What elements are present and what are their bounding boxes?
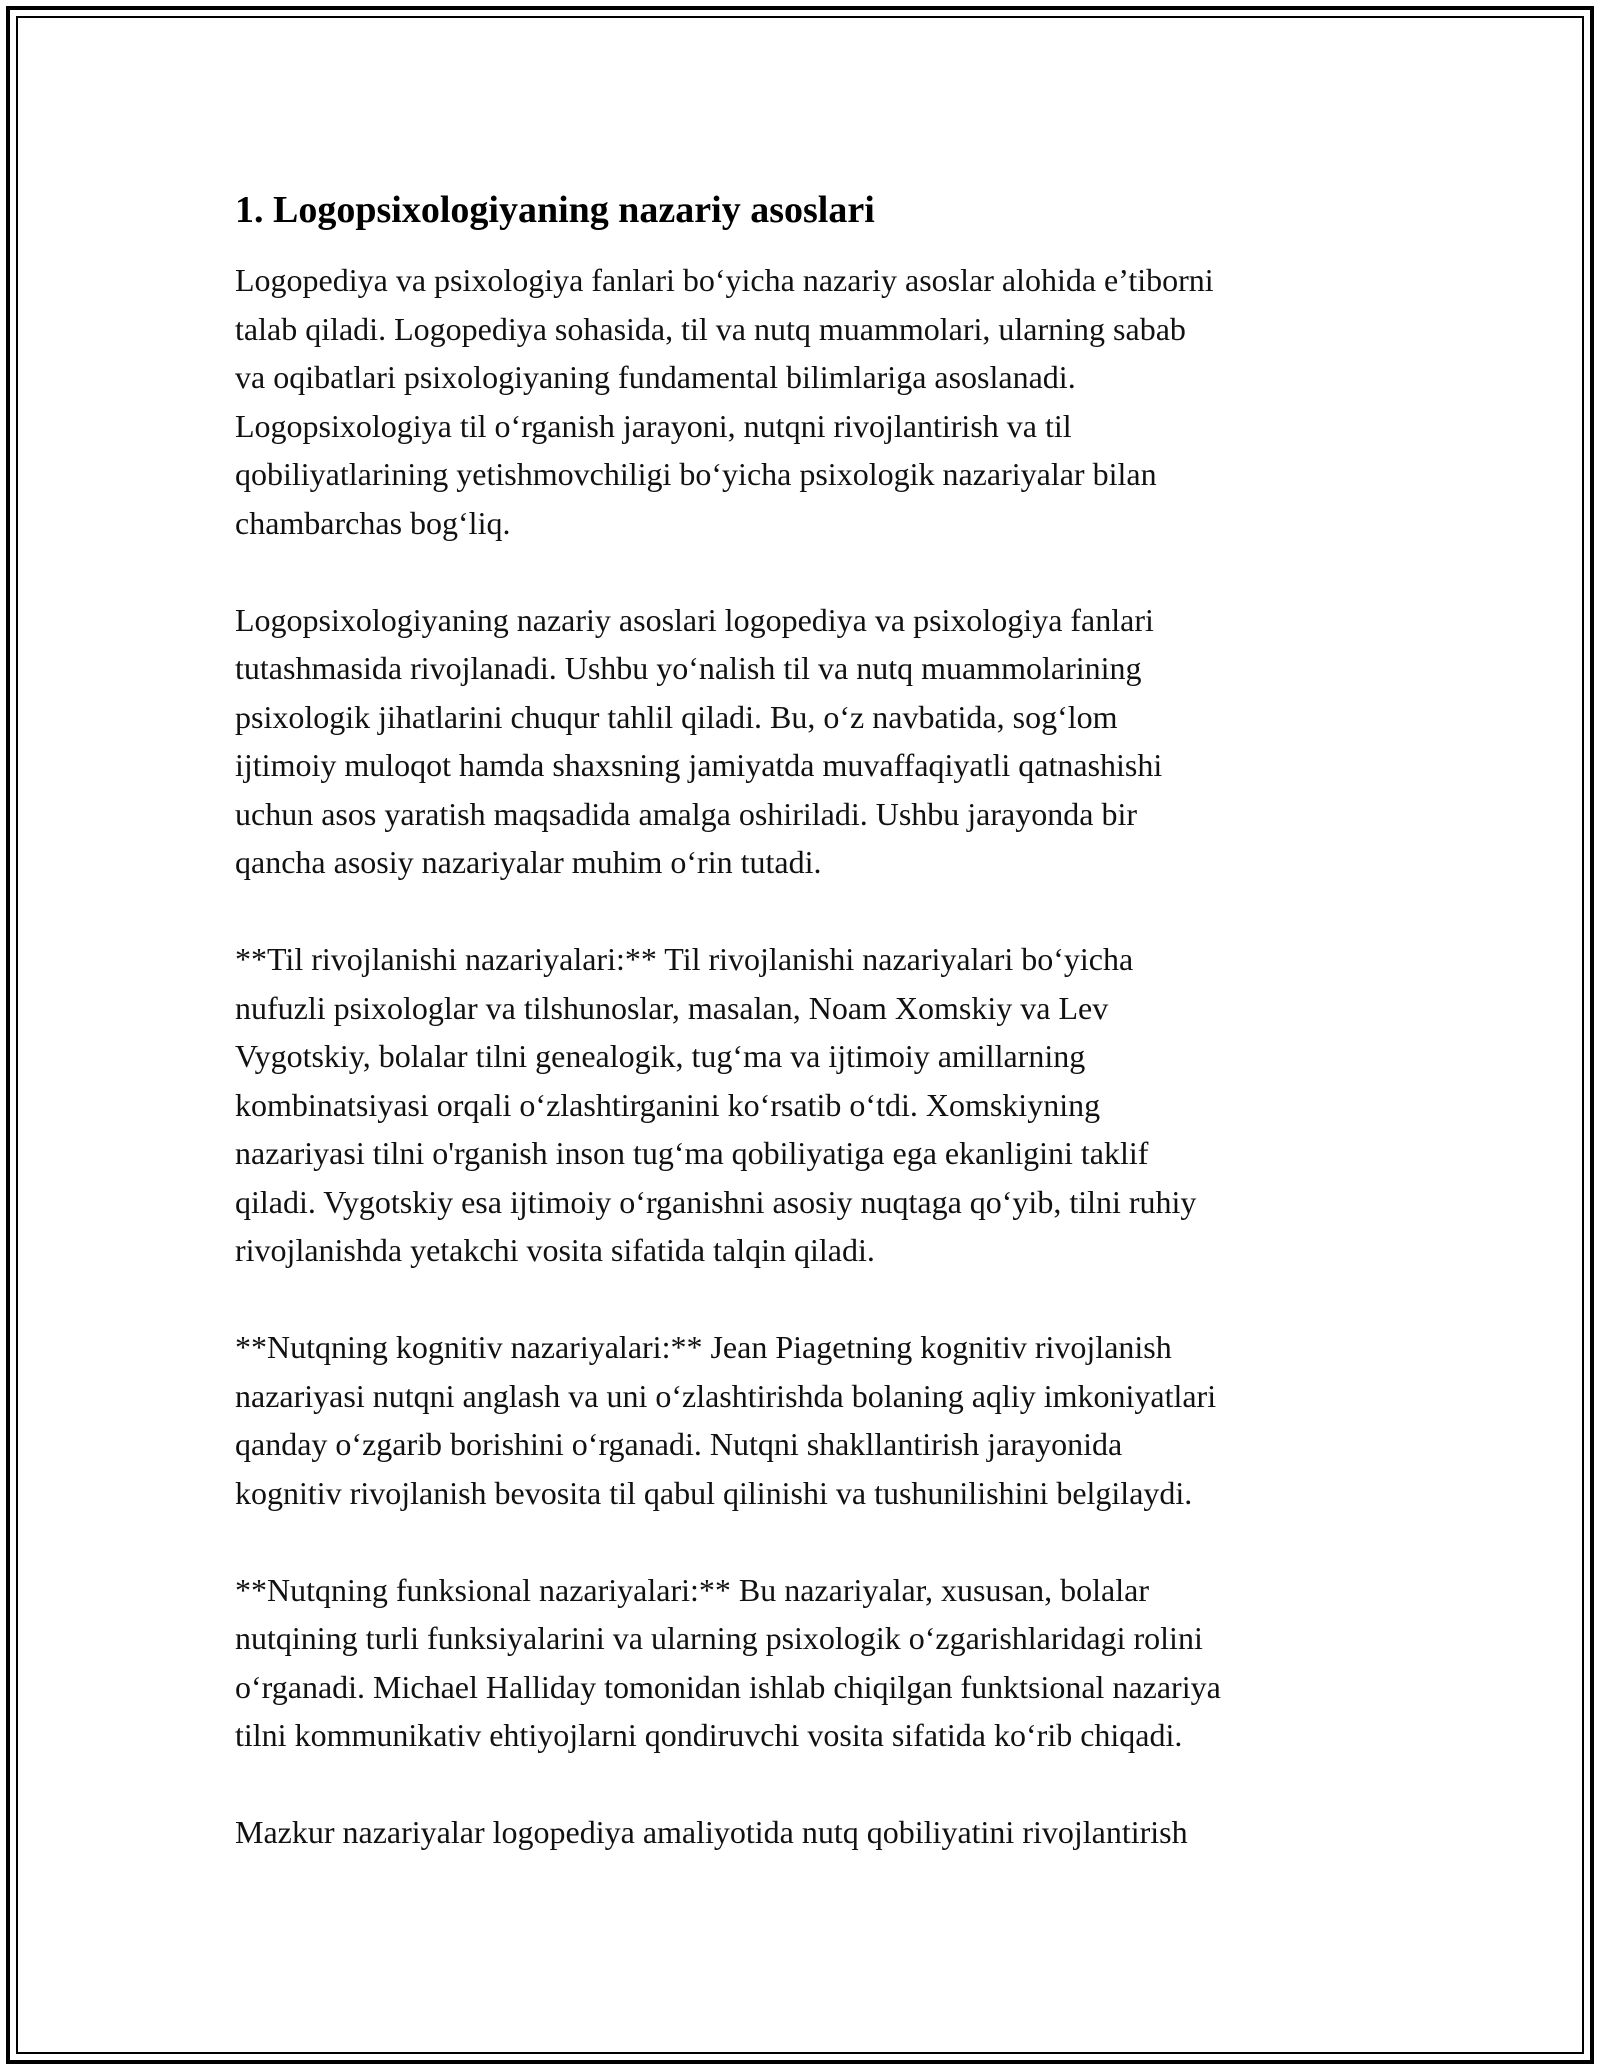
paragraph-line: nazariyasi tilni o'rganish inson tug‘ma qobiliyatiga ega ekanligini taklif (235, 1135, 1149, 1171)
paragraph-line: tutashmasida rivojlanadi. Ushbu yo‘nalish til va nutq muammolarining (235, 650, 1142, 686)
document-body (235, 186, 1375, 1905)
paragraph-line: rivojlanishda yetakchi vosita sifatida talqin qiladi. (235, 1232, 875, 1268)
paragraph-line: qiladi. Vygotskiy esa ijtimoiy o‘rganishni asosiy nuqtaga qo‘yib, tilni ruhiy (235, 1183, 1197, 1220)
paragraph-line: kombinatsiyasi orqali o‘zlashtirganini ko‘rsatib o‘tdi. Xomskiyning (235, 1086, 1101, 1123)
paragraph-line: o‘rganadi. Michael Halliday tomonidan ishlab chiqilgan funktsional nazariya (235, 1668, 1221, 1705)
paragraph-line: tilni kommunikativ ehtiyojlarni qondiruvchi vosita sifatida ko‘rib chiqadi. (235, 1717, 1183, 1753)
paragraph (235, 256, 1375, 547)
paragraph-line: **Nutqning funksional nazariyalari:** Bu nazariyalar, xususan, bolalar (235, 1571, 1149, 1608)
paragraph (235, 596, 1375, 887)
paragraph-line: **Til rivojlanishi nazariyalari:** Til rivojlanishi nazariyalari bo‘yicha (235, 941, 1134, 977)
paragraph-line: uchun asos yaratish maqsadida amalga oshiriladi. Ushbu jarayonda bir (235, 795, 1137, 832)
paragraph-line: qanday o‘zgarib borishini o‘rganadi. Nutqni shakllantirish jarayonida (235, 1426, 1123, 1462)
paragraph-line: **Nutqning kognitiv nazariyalari:** Jean Piagetning kognitiv rivojlanish (235, 1329, 1172, 1365)
paragraph-line: Mazkur nazariyalar logopediya amaliyotida nutq qobiliyatini rivojlantirish (235, 1814, 1188, 1850)
paragraph-line: Logopsixologiya til o‘rganish jarayoni, nutqni rivojlantirish va til (235, 407, 1072, 444)
paragraph-line: nazariyasi nutqni anglash va uni o‘zlashtirishda bolaning aqliy imkoniyatlari (235, 1377, 1217, 1414)
document-title: 1. Logopsixologiyaning nazariy asoslari (235, 189, 875, 231)
paragraph-line: nufuzli psixologlar va tilshunoslar, masalan, Noam Xomskiy va Lev (235, 989, 1109, 1026)
paragraph (235, 1566, 1375, 1760)
paragraph (235, 935, 1375, 1275)
paragraph-line: nutqining turli funksiyalarini va ularning psixologik o‘zgarishlaridagi rolini (235, 1620, 1203, 1656)
paragraph-line: kognitiv rivojlanish bevosita til qabul qilinishi va tushunilishini belgilaydi. (235, 1474, 1193, 1511)
paragraph-line: Logopediya va psixologiya fanlari bo‘yicha nazariy asoslar alohida e’tiborni (235, 262, 1214, 298)
paragraph-line: ijtimoiy muloqot hamda shaxsning jamiyatda muvaffaqiyatli qatnashishi (235, 747, 1163, 783)
paragraph-line: chambarchas bog‘liq. (235, 504, 511, 541)
paragraph-line: Logopsixologiyaning nazariy asoslari logopediya va psixologiya fanlari (235, 601, 1154, 638)
paragraph-line: qancha asosiy nazariyalar muhim o‘rin tutadi. (235, 844, 822, 880)
paragraph (235, 1323, 1375, 1517)
paragraph-line: talab qiladi. Logopediya sohasida, til va nutq muammolari, ularning sabab (235, 310, 1186, 347)
paragraph-line: Vygotskiy, bolalar tilni genealogik, tug‘ma va ijtimoiy amillarning (235, 1038, 1086, 1074)
paragraph-line: qobiliyatlarining yetishmovchiligi bo‘yicha psixologik nazariyalar bilan (235, 456, 1157, 492)
paragraph (235, 1808, 1375, 1857)
paragraph-line: psixologik jihatlarini chuqur tahlil qiladi. Bu, o‘z navbatida, sog‘lom (235, 698, 1118, 735)
paragraph-line: va oqibatlari psixologiyaning fundamental bilimlariga asoslanadi. (235, 359, 1076, 395)
paragraph-list (235, 256, 1375, 1857)
